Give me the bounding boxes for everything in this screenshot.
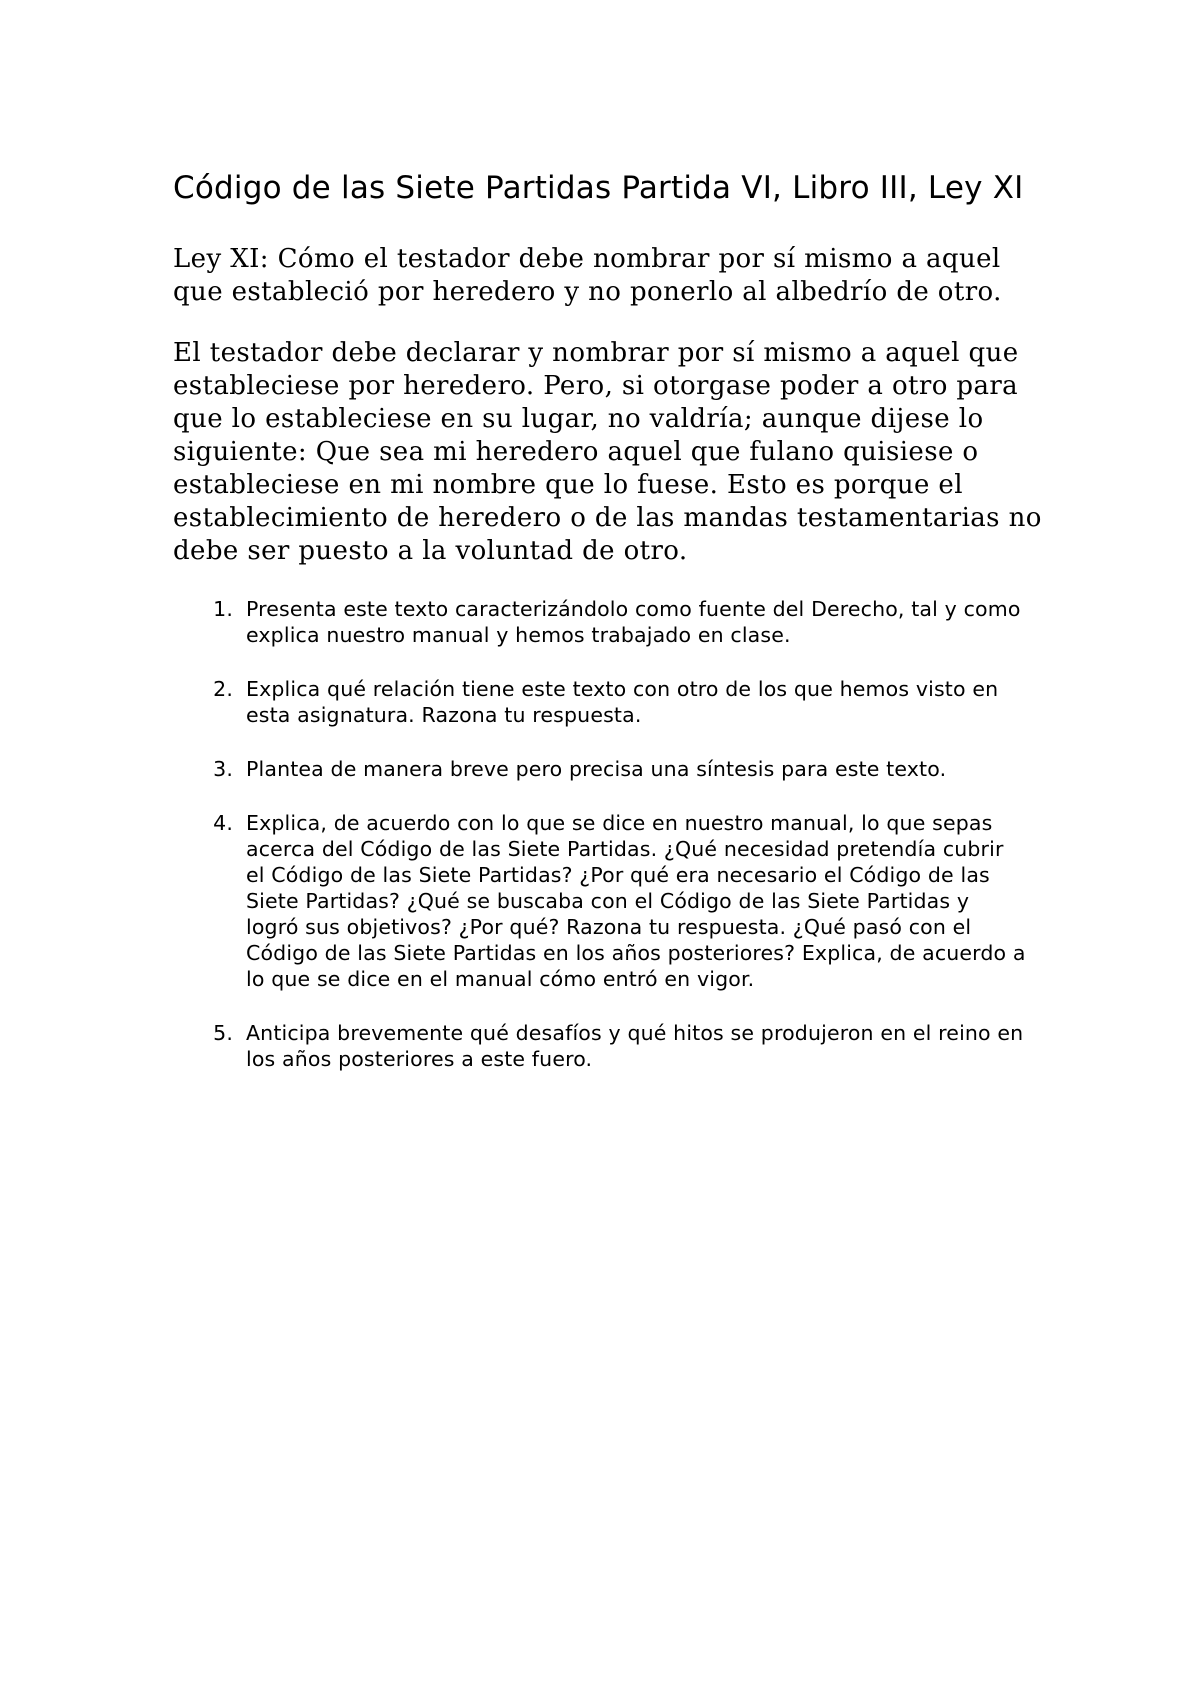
question-text: Explica, de acuerdo con lo que se dice en nuestro manual, lo que sepas acerca del Código de las Siete Partidas. ¿Qué necesidad pretendía cubrir el Código de las Siete Partidas? ¿Por qué era necesario el Código de las Siete Partidas? ¿Qué se buscaba con el Código de las Siete Partidas y logró sus objetivos? ¿Por qué? Razona tu respuesta. ¿Qué pasó con el Código de las Siete Partidas en los años posteriores? Explica, de acuerdo a lo que se dice en el manual cómo entró en vigor. bbox=[246, 811, 1026, 991]
question-list bbox=[173, 596, 1053, 1072]
question-item-5 bbox=[173, 1020, 1053, 1072]
question-text: Plantea de manera breve pero precisa una síntesis para este texto. bbox=[246, 757, 947, 781]
question-text: Presenta este texto caracterizándolo como fuente del Derecho, tal y como explica nuestro manual y hemos trabajado en clase. bbox=[246, 597, 1021, 647]
question-number: 5. bbox=[213, 1021, 233, 1045]
document-title: Código de las Siete Partidas Partida VI, Libro III, Ley XI bbox=[173, 170, 1024, 206]
document-page bbox=[173, 170, 1053, 1100]
question-number: 2. bbox=[213, 677, 233, 701]
question-text: Explica qué relación tiene este texto con otro de los que hemos visto en esta asignatura. Razona tu respuesta. bbox=[246, 677, 999, 727]
law-body: El testador debe declarar y nombrar por sí mismo a aquel que estableciese por heredero. Pero, si otorgase poder a otro para que lo estableciese en su lugar, no valdría; aunque dijese lo siguiente: Que sea mi heredero aquel que fulano quisiese o estableciese en mi nombre que lo fuese. Esto es porque el establecimiento de heredero o de las mandas testamentarias no debe ser puesto a la voluntad de otro. bbox=[173, 338, 1042, 566]
question-number: 1. bbox=[213, 597, 233, 621]
question-text: Anticipa brevemente qué desafíos y qué hitos se produjeron en el reino en los años posteriores a este fuero. bbox=[246, 1021, 1024, 1071]
question-item-2 bbox=[173, 676, 1053, 728]
question-number: 3. bbox=[213, 757, 233, 781]
question-item-4 bbox=[173, 810, 1053, 992]
question-item-3 bbox=[173, 756, 1053, 782]
question-number: 4. bbox=[213, 811, 233, 835]
law-heading: Ley XI: Cómo el testador debe nombrar por sí mismo a aquel que estableció por heredero y no ponerlo al albedrío de otro. bbox=[173, 244, 1002, 307]
question-item-1 bbox=[173, 596, 1053, 648]
